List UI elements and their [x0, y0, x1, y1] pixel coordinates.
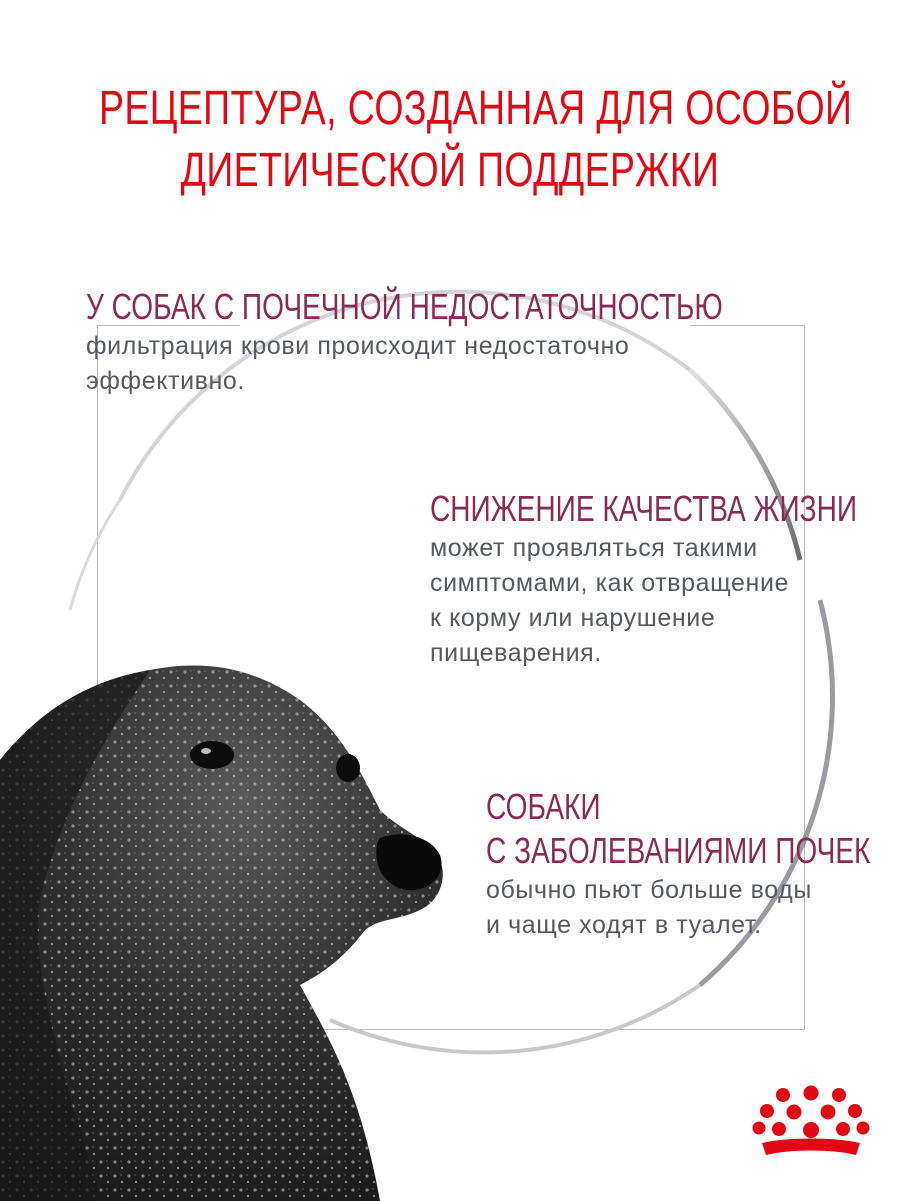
headline-line-2: ДИЕТИЧЕСКОЙ ПОДДЕРЖКИ [180, 144, 720, 197]
dog-photo [0, 640, 470, 1201]
dog-eye-far [336, 754, 360, 782]
info-heading: С ЗАБОЛЕВАНИЯМИ ПОЧЕК [486, 830, 871, 871]
info-block-kidney-disease [486, 785, 900, 943]
ring-arc-left [70, 500, 120, 610]
info-text-line: может проявляться такими [430, 534, 758, 562]
info-heading: СНИЖЕНИЕ КАЧЕСТВА ЖИЗНИ [430, 488, 858, 529]
info-block-quality-of-life [430, 487, 900, 671]
info-text-line: к корму или нарушение [430, 604, 716, 632]
headline-line-1: РЕЦЕПТУРА, СОЗДАННАЯ ДЛЯ ОСОБОЙ [99, 82, 853, 135]
crown-logo [752, 1085, 870, 1167]
info-heading: СОБАКИ [486, 786, 601, 827]
info-block-kidney-failure [86, 285, 900, 399]
info-text-line: и чаще ходят в туалет. [486, 911, 762, 939]
info-text-line: обычно пьют больше воды [486, 876, 812, 904]
info-text-line: пищеварения. [430, 639, 602, 667]
info-text-line: симптомами, как отвращение [430, 569, 790, 597]
info-text-line: фильтрация крови происходит недостаточно [86, 332, 630, 360]
dog-eye-shine [201, 748, 211, 754]
dog-eye [190, 741, 234, 769]
info-heading: У СОБАК С ПОЧЕЧНОЙ НЕДОСТАТОЧНОСТЬЮ [86, 286, 723, 327]
info-text-line: эффективно. [86, 367, 245, 395]
